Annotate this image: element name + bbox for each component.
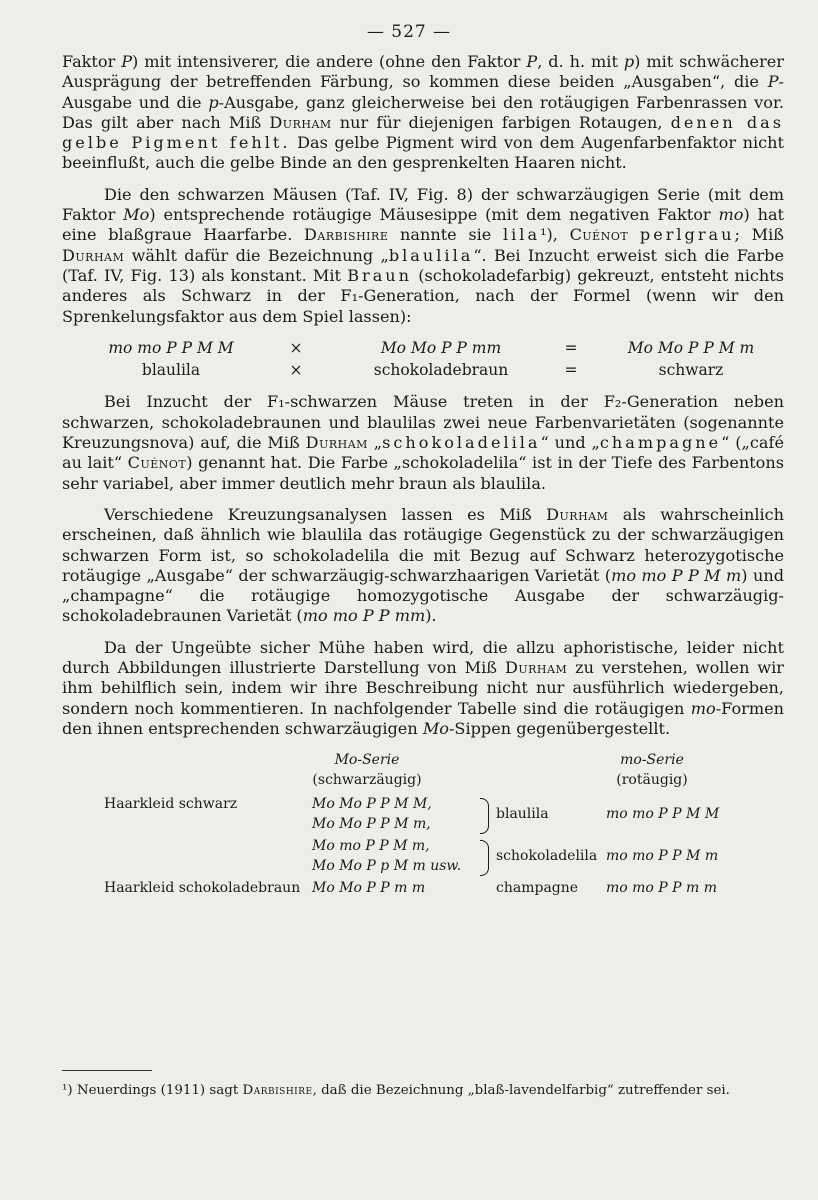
brace-blaulila	[480, 798, 489, 834]
paragraph-1: Faktor P) mit intensiverer, die andere (ohne den Faktor P, d. h. mit p) mit schwächerer Ausprägung der betreffenden Färbung, so kommen diese beiden „Ausgaben“, die P-Ausgabe und die p-Ausgabe, ganz gleicherweise bei den rotäugigen Farbenrassen vor. Das gilt aber nach Miß Durham nur für diejenigen farbigen Rotaugen, denen das gelbe Pigment fehlt. Das gelbe Pigment wird von dem Augenfarbenfaktor nicht beeinflußt, auch die gelbe Binde an den gesprenkelten Haaren nicht.	[62, 52, 784, 173]
rot-genotype: mo mo P P m m	[606, 880, 718, 897]
formula-parent-2: Mo Mo P P mm	[380, 338, 502, 357]
footnote: ¹) Neuerdings (1911) sagt Darbishire, daß die Bezeichnung „blaß-lavendelfarbig“ zutreffender sei.	[62, 1083, 730, 1098]
table-header-mo-sub: (schwarzäugig)	[312, 772, 422, 789]
brace-schokoladelila	[480, 840, 489, 876]
row-label-braun: Haarkleid schokoladebraun	[104, 880, 301, 897]
formula-cross-sign: ×	[289, 361, 303, 380]
formula-label-1: blaulila	[141, 361, 201, 380]
body-text	[62, 52, 784, 900]
formula-label-2: schokoladebraun	[373, 361, 509, 380]
footnote-rule	[62, 1070, 152, 1071]
variety-blaulila: blaulila	[496, 806, 549, 823]
formula-result: Mo Mo P P M m	[627, 338, 755, 357]
formula-label-result: schwarz	[658, 361, 724, 380]
variety-schokoladelila: schokoladelila	[496, 848, 598, 865]
paragraph-4: Verschiedene Kreuzungsanalysen lassen es Miß Durham als wahrscheinlich erscheinen, daß ähnlich wie blaulila das rotäugige Gegenstück zu der schwarzäugigen schwarzen Form ist, so schokoladelila die mit Bezug auf Schwarz heterozygotische rotäugige „Ausgabe“ der schwarzäugig-schwarzhaarigen Varietät (mo mo P P M m) und „champagne“ die rotäugige homozygotische Ausgabe der schwarzäugig-schokoladebraunen Varietät (mo mo P P mm).	[62, 504, 785, 626]
genotype: Mo Mo P p M m usw.	[312, 858, 462, 875]
variety-champagne: champagne	[496, 880, 579, 897]
paragraph-5: Da der Ungeübte sicher Mühe haben wird, die allzu aphoristische, leider nicht durch Abbildungen illustrierte Darstellung von Miß Durham zu verstehen, wollen wir ihm behilflich sein, indem wir ihre Beschreibung nicht nur ausführlich wiedergeben, sondern noch kommentieren. In nachfolgender Tabelle sind die rotäugigen mo-Formen den ihnen entsprechenden schwarzäugigen Mo-Sippen gegenübergestellt.	[62, 637, 784, 738]
comparison-table	[62, 750, 784, 900]
rot-genotype: mo mo P P M M	[606, 806, 720, 823]
formula-cross-sign: ×	[289, 338, 303, 357]
formula-equals: =	[564, 338, 578, 357]
formula-parent-1: mo mo P P M M	[108, 338, 234, 357]
paragraph-3: Bei Inzucht der F₁-schwarzen Mäuse treten in der F₂-Generation neben schwarzen, schokoladebraunen und blaulilas zwei neue Farbenvarietäten (sogenannte Kreuzungsnova) auf, die Miß Durham „schokoladelila“ und „champagne“ („café au lait“ Cuénot) genannt hat. Die Farbe „schokoladelila“ ist in der Tiefe des Farbentons sehr variabel, aber immer deutlich mehr braun als blaulila.	[62, 392, 784, 493]
genotype: Mo Mo P P M m,	[312, 816, 431, 833]
genotype: Mo mo P P M m,	[312, 838, 430, 855]
genotype: Mo Mo P P M M,	[312, 796, 432, 813]
page-number: — 527 —	[366, 22, 452, 42]
rot-genotype: mo mo P P M m	[606, 848, 719, 865]
table-header-mo-series: Mo-Serie	[334, 752, 400, 769]
paragraph-2: Die den schwarzen Mäusen (Taf. IV, Fig. 8) der schwarzäugigen Serie (mit dem Faktor Mo) entsprechende rotäugige Mäusesippe (mit dem negativen Faktor mo) hat eine blaßgraue Haarfarbe. Darbishire nannte sie lila¹), Cuénot perlgrau; Miß Durham wählt dafür die Bezeichnung „blaulila“. Bei Inzucht erweist sich die Farbe (Taf. IV, Fig. 13) als konstant. Mit Braun (schokoladefarbig) gekreuzt, entsteht nichts anderes als Schwarz in der F₁-Generation, nach der Formel (wenn wir den Sprenkelungsfaktor aus dem Spiel lassen):	[62, 184, 785, 326]
table-header-rot-series: mo-Serie	[620, 752, 684, 769]
table-header-rot-sub: (rotäugig)	[616, 772, 688, 789]
row-label-schwarz: Haarkleid schwarz	[104, 796, 238, 813]
formula-equals: =	[564, 361, 578, 380]
genotype: Mo Mo P P m m	[312, 880, 426, 897]
cross-formula	[86, 338, 784, 381]
